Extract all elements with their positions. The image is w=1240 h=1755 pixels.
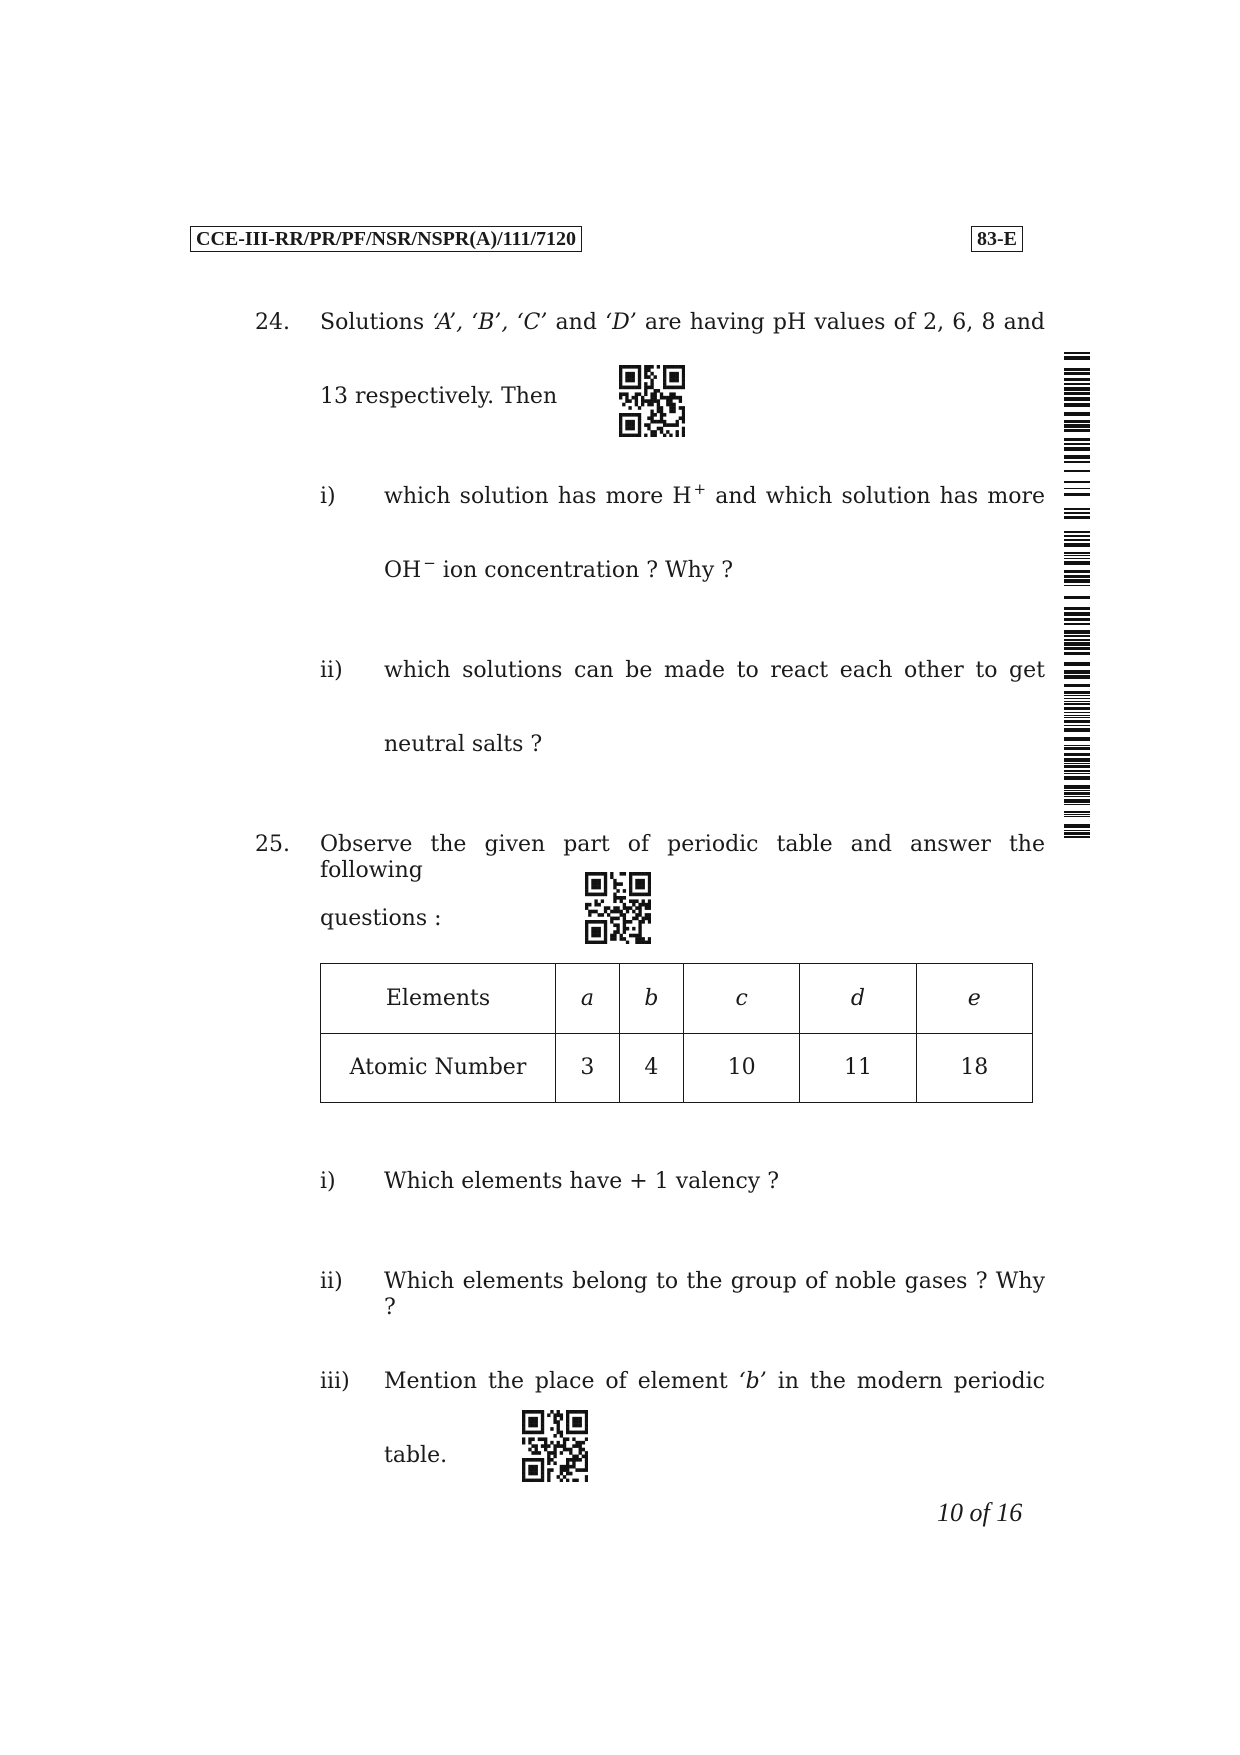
question-25-sub-iii-line-2: table. — [384, 1443, 448, 1468]
question-25-line-1: Observe the given part of periodic table and answer the following — [320, 832, 1045, 883]
question-24-sub-i-label: i) — [320, 484, 336, 509]
question-25-line-2: questions : — [320, 906, 442, 931]
question-paper-code: CCE-III-RR/PR/PF/NSR/NSPR(A)/111/7120 — [190, 226, 582, 252]
table-cell: 4 — [619, 1033, 683, 1103]
question-24-number: 24. — [255, 310, 290, 335]
question-24-line-1: Solutions ‘A’, ‘B’, ‘C’ and ‘D’ are having pH values of 2, 6, 8 and — [320, 310, 1045, 335]
table-cell: e — [916, 964, 1032, 1034]
question-25-sub-iii-label: iii) — [320, 1369, 350, 1394]
qr-code-icon — [585, 872, 651, 944]
qr-code-icon — [522, 1410, 588, 1482]
table-cell: d — [800, 964, 916, 1034]
page-number: 10 of 16 — [937, 1498, 1023, 1527]
table-cell: 11 — [800, 1033, 916, 1103]
table-cell: c — [683, 964, 799, 1034]
question-24-sub-i-line-1: which solution has more H + and which solution has more — [384, 480, 1045, 509]
table-cell: 10 — [683, 1033, 799, 1103]
question-24-sub-i-line-2: OH − ion concentration ? Why ? — [384, 554, 734, 583]
question-25-sub-ii-text: Which elements belong to the group of noble gases ? Why ? — [384, 1269, 1045, 1320]
table-cell: a — [556, 964, 620, 1034]
question-24-sub-ii-line-2: neutral salts ? — [384, 732, 543, 757]
periodic-table-excerpt — [320, 963, 1033, 1103]
table-cell: 3 — [556, 1033, 620, 1103]
qr-code-icon — [619, 365, 685, 437]
question-25-sub-i-label: i) — [320, 1169, 336, 1194]
question-25-sub-iii-line-1: Mention the place of element ‘b’ in the modern periodic — [384, 1369, 1045, 1394]
table-header-cell: Elements — [321, 964, 556, 1034]
question-25-number: 25. — [255, 832, 290, 857]
table-row — [321, 964, 1033, 1034]
question-24-sub-ii-line-1: which solutions can be made to react each other to get — [384, 658, 1045, 683]
question-25-sub-ii-label: ii) — [320, 1269, 343, 1294]
table-header-cell: Atomic Number — [321, 1033, 556, 1103]
table-cell: 18 — [916, 1033, 1032, 1103]
question-25-sub-i-text: Which elements have + 1 valency ? — [384, 1169, 780, 1194]
table-row — [321, 1033, 1033, 1103]
table-cell: b — [619, 964, 683, 1034]
question-24-line-2: 13 respectively. Then — [320, 384, 558, 409]
barcode-icon — [1064, 352, 1090, 842]
paper-number-badge: 83-E — [971, 226, 1023, 252]
question-24-sub-ii-label: ii) — [320, 658, 343, 683]
